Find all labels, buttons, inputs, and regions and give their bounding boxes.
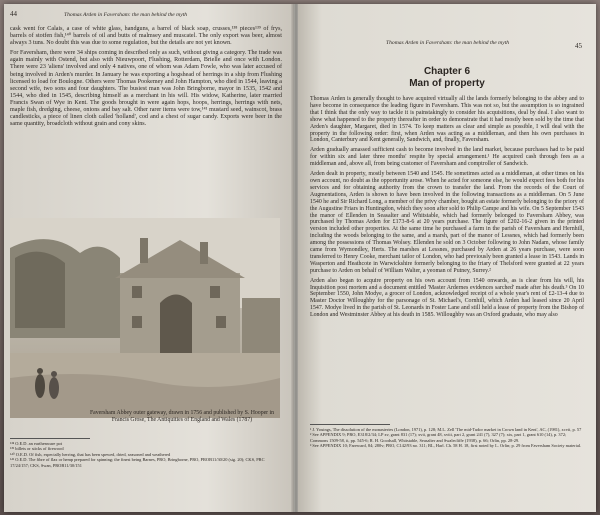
left-footnotes	[10, 438, 282, 468]
footnote: ¹ J. Youings, The dissolution of the monasteries (London, 1971), p. 128; M.L. Zell 'The mid-Tudor market in Crown land in Kent', AC, (1981), xcvii, p. 57	[310, 427, 582, 432]
figure-caption: Faversham Abbey outer gateway, drawn in 1756 and published by S. Hooper in Francis Grose, The Antiquities of England and Wales (1787)	[89, 410, 275, 423]
left-body-text	[10, 26, 282, 131]
right-footnotes	[310, 424, 584, 449]
right-paragraph: Arden gradually amassed sufficient cash to become involved in the land market, because purchases had to be paid for within six and later three months' respite by special arrangement.¹ He acquired cash through fees as a middleman and, above all, from being customer of Faversham and comptroller of Sandwich.	[310, 147, 584, 168]
footnote-rule	[310, 424, 390, 425]
footnote: ¹⁴⁰ O.E.D. Of fish, especially herring, that has been spewed, dried, seasoned and weathered	[10, 451, 171, 457]
right-paragraph: Thomas Arden is generally thought to have acquired virtually all the lands formerly belonging to the abbey and to have become in consequence the leading figure in Faversham. This was not so, but the assumption is so ingrained that I think that the only way to tackle it is painstakingly to consider his acquisitions, deal by deal. I also want to show what happened to the property thereafter in order to demonstrate that it had mostly been sold by the time that Arden's daughter, Margaret, died in 1574. To keep matters as clear and simple as possible, I will deal with the property in the following order: first, when Arden was acting as a middleman, and then his own purchases in London, Canterbury and Kent generally, Sandwich, and, finally, Faversham.	[310, 96, 584, 144]
footnote: ³ See APPENDIX 10; Fareward, 84; 280v; PRO, C142/93 no. 311; BL, Harl. Ch. 58 H. 18, first noted by L. Orlin; p. 29 from Faversham Society material.	[310, 443, 582, 449]
left-page	[4, 4, 294, 512]
footnote: ¹³⁹ billets or sticks of firewood	[10, 446, 64, 452]
left-page-number: 44	[10, 10, 17, 18]
left-paragraph: For Faversham, there were 34 ships coming in described only as such, without giving a category. The trade was again mainly with Ostend, but also with Nieuwpoort, Flushing, Rotterdam, Brielle and once with London. There were 23 'aliens' involved and only 4 natives, one of whom was Adam Fowle, who was later accused of being involved in Arden's murder. In January he was exporting a hogshead of herrings in a ship from Flushing licensed to load for Boulogne. Others were Thomas Pookemey and John Hampton, who died in 1544, leaving a second wife, two sons and four daughters. The busiest man was John Bringborne, mayor in 1535, 1542 and 1544, who died in 1545, describing himself as a merchant in his will. His widow, Katherine, later married Francis Swan of Wye in Kent. The goods brought in were again hops, hoops, herrings, herrings with nets, maple fish, dredging, cheese, onions and bay salt. Other rarer items were tow,¹⁴¹ mustard seed, wainscot, brass candlesticks, a piece of linen cloth called 'holland', cod and a chest of sugar candy. Exports were beer in the same quantity, broadcloth without grain and cony skins.	[10, 50, 282, 128]
engraving-drawing	[10, 218, 280, 418]
abbey-gateway-illustration	[10, 218, 280, 418]
right-page	[298, 4, 596, 512]
right-running-head: Thomas Arden in Faversham: the man behind the myth	[386, 40, 510, 46]
chapter-title: Man of property	[409, 78, 485, 89]
right-paragraph: Arden also began to acquire property on his own account from 1540 onwards, as is clear from his will, his Inquisition post mortem and a document entitled 'Master Ardernes evidences sarched' made after his death.³ On 10 September 1550, John Modye, a grocer of London, acknowledged receipt of a whole year's rent of £2-13-4 due to Master Doctor Willoughby for the parsonage of St. Michael's, Cornhill, which Arden had leased since 20 April 1547. Modye lived in the parish of St. Leonards in Foster Lane and still held a lease of property from the Bishop of London and Westminster Abbey at his death in 1585. Willoughby was an Oxford graduate, who may also	[310, 277, 584, 319]
footnote: ¹³⁸ O.E.D. an earthenware pot	[10, 441, 63, 446]
chapter-number: Chapter 6	[423, 66, 471, 77]
book-spread	[4, 4, 596, 512]
right-body-text	[310, 96, 584, 322]
footnote: ² See APPENDIX 9; PRO, E318/2/34; LP xv, grant 831 (17); xvii, grant 48, xviii, part 2, grant 241 (7), 327 (7); xix, part 1, grant 610 (14), p. 372; Commons 1509-58, ii, pp. 545-6; R. H. Goodsall, Whitstable, Seasalter and Swalecliffe (1938), p. 66; Orlin, pp. 28-29.	[310, 432, 567, 443]
left-paragraph: cask went for Calais, a case of white glass, handguns, a barrel of black soap, crusses,¹³⁸ pieces¹³⁹ of frys, barrels of stotfen fish,¹⁴⁰ barrels of oil and butts of malmsey and muscatel. The only export was beer, almost always 3 tuns. No doubt this was due to some regulation, but the details are not yet known.	[10, 26, 282, 47]
footnote: ¹⁴¹ O.E.D. The fibre of flax or hemp prepared for spinning; the finest being Barnes, PRO, Bringborne, PRO, PROB11/30/20 (sig. 20); CKS, PRC 17/24/157; CKS, Swan, PROB11/30/151	[10, 457, 265, 468]
right-page-number: 45	[575, 42, 582, 50]
left-running-head: Thomas Arden in Faversham: the man behind the myth	[64, 12, 188, 18]
footnote-rule	[10, 438, 90, 439]
right-paragraph: Arden dealt in property, mostly between 1540 and 1545. He sometimes acted as a middleman, at other times on his own account, no doubt as the opportunity arose. When he acted for someone else, he would expect fees both for his services and for obtaining authority from the crown to transfer the land. From the records of the Court of Augmentations, Arden is shown to have been involved in the following transactions as a middleman. On 5 June 1540 he and Sir Richard Long, a member of the privy chamber, bought an estate formerly belonging to the priory of the Augustine Friars in Huntingdon, which they soon after sold to Philip Campe and his wife. On 5 September 1543 the manor of Ellenden in Seasalter and Whitstable, which had formerly belonged to Faversham Abbey, was purchased by Thomas Arden for £173-8-6 at 20 years purchase. The figure of £202-16-2 given in the printed version included other properties. At the same time he purchased a farm in the parish of Faversham and Hernhill, including the woods belonging to the same, and a marsh, part of the manor of Lessnes, which had formerly been among the possessions of Thomas Wolsey. Ellenden he sold on 3 October following to John Nadam, whose family came from Wymondley, Herts. The marshes at Lessnes, purchased by Arden at 26 years purchase, were soon transferred to Henry Cooke, merchant tailor of London, who had previously been granted a lease in 1543. Lands in Wasperton and Heathcote in Warwickshire formerly belonging to the friary of Thelsford were granted at 22 years purchase to Arden on behalf of William Walter, a yeoman of Putney, Surrey.²	[310, 171, 584, 274]
